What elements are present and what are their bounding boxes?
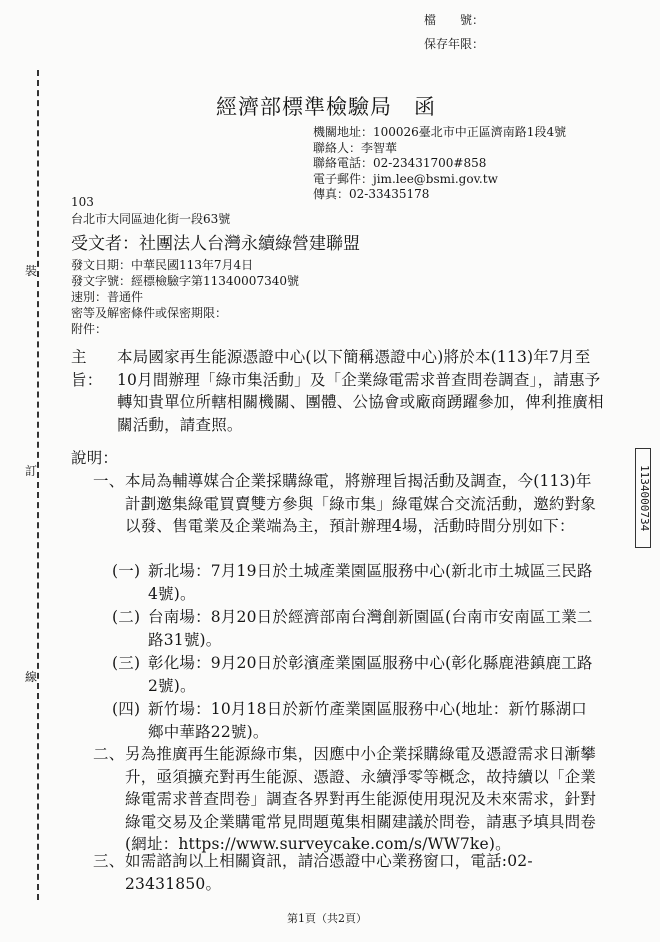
- session-4-text: 新竹場：10月18日於新竹產業園區服務中心(地址：新竹縣湖口鄉中華路22號)。: [148, 700, 587, 741]
- binding-line: [37, 70, 39, 900]
- secrecy-level: 密等及解密條件或保密期限：: [71, 306, 228, 320]
- session-4-number: (四): [112, 700, 141, 718]
- sender-email: 電子郵件：jim.lee@bsmi.gov.tw: [313, 171, 498, 186]
- binding-mark-zhuang: 裝: [25, 264, 38, 278]
- explanation-label: 說明：: [71, 449, 119, 467]
- item-1-text: 本局為輔導媒合企業採購綠電，將辦理旨揭活動及調查，今(113)年計劃邀集綠電買賣雙方參與「綠市集」綠電媒合交流活動，邀約對象以發、售電業及企業端為主，預計辦理4場，活動時間分別如下：: [125, 472, 597, 535]
- delivery-speed: 速別：普通件: [71, 290, 144, 304]
- subject-text: 本局國家再生能源憑證中心(以下簡稱憑證中心)將於本(113)年7月至10月間辦理「綠市集活動」及「企業綠電需求普查問卷調查」，請惠予轉知貴單位所轄相關機關、團體、公協會或廠商踴躍參加，俾利推廣相關活動，請查照。: [117, 348, 604, 434]
- file-number-label: 檔 號：: [424, 13, 485, 27]
- attachment: 附件：: [71, 322, 108, 336]
- item-1-number: 一、: [93, 472, 125, 490]
- item-2-number: 二、: [93, 745, 125, 763]
- session-1-text: 新北場：7月19日於土城產業園區服務中心(新北市土城區三民路4號)。: [148, 562, 593, 603]
- session-2-text: 台南場：8月20日於經濟部南台灣創新園區(台南市安南區工業二路31號)。: [148, 608, 593, 649]
- sender-block: [313, 125, 566, 203]
- keep-years-label: 保存年限：: [424, 37, 485, 51]
- sender-contact: 聯絡人：李智華: [313, 140, 398, 155]
- meta-block: [71, 257, 299, 337]
- session-1-number: (一): [112, 562, 141, 580]
- item-3-text: 如需諮詢以上相關資訊，請洽憑證中心業務窗口，電話:02-23431850。: [125, 852, 533, 893]
- document-title: 經濟部標準檢驗局 函: [216, 95, 436, 119]
- session-3-number: (三): [112, 654, 141, 672]
- document-serial-stamp: 1134000734: [635, 448, 651, 548]
- sender-address: 機關地址：100026臺北市中正區濟南路1段4號: [313, 125, 567, 139]
- binding-mark-xian: 線: [25, 670, 38, 684]
- binding-mark-ding: 訂: [25, 464, 38, 478]
- item-2-text: 另為推廣再生能源綠市集，因應中小企業採購綠電及憑證需求日漸攀升，亟須擴充對再生能源、憑證、永續淨零等概念，故持續以「企業綠電需求普查問卷」調查各界對再生能源使用現況及未來需求，針對綠電交易及企業購電常見問題蒐集相關建議於問卷，請惠予填具問卷(網址：https://www.surveycake.com/s/WW7ke)。: [125, 745, 597, 853]
- item-3-number: 三、: [93, 852, 125, 870]
- session-3-text: 彰化場：9月20日於彰濱產業園區服務中心(彰化縣鹿港鎮鹿工路2號)。: [148, 654, 593, 695]
- issue-date: 發文日期：中華民國113年7月4日: [71, 258, 254, 272]
- page-footer: 第1頁（共2頁）: [287, 912, 367, 925]
- session-2-number: (二): [112, 608, 141, 626]
- issue-reference: 發文字號：經標檢驗字第11340007340號: [71, 274, 299, 288]
- sender-phone: 聯絡電話：02-23431700#858: [313, 156, 487, 171]
- recipient-line: 受文者：社團法人台灣永續綠營建聯盟: [71, 234, 360, 254]
- recipient-zip: 103: [71, 195, 94, 209]
- sender-fax: 傳真：02-33435178: [313, 187, 430, 202]
- recipient-address: 台北市大同區迪化街一段63號: [71, 212, 231, 226]
- subject-label: 主旨：: [71, 348, 103, 389]
